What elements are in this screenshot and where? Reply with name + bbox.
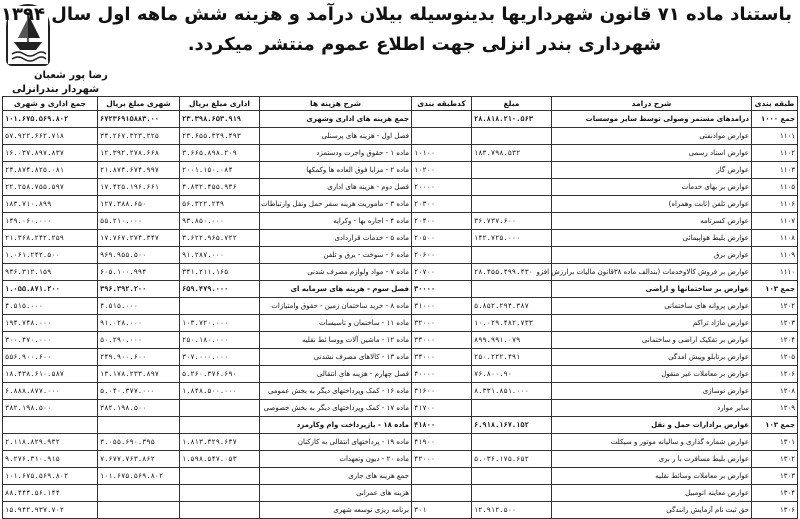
table-cell: ۱۶.۰۳۷.۸۹۷.۸۳۷ [3,145,98,162]
table-cell: ۶۷۲۳۶۹۱۵۸۸۳.۰۰ [98,111,180,128]
table-cell: ۲۵۰.۲۲۲.۴۹۱ [472,349,552,366]
table-cell: ۲.۱۱۸.۸۲۹.۹۳۲ [3,434,98,451]
table-cell: ۱.۸۴۸.۵۰۰.۰۰۰ [180,383,260,400]
table-cell [412,128,472,145]
table-cell [412,468,472,485]
table-cell: ۱۰۲۰۰ [412,162,472,179]
table-cell: عوارض برق [552,247,752,264]
table-cell: ۴۱۸۰۰ [412,417,472,434]
table-cell: ۱۱۱۰ [752,264,798,281]
table-cell: ۳۹۶.۳۹۲.۲۰۰ [98,281,180,298]
table-cell: ۲۲.۲۵۸.۷۵۵.۵۹۷ [3,179,98,196]
table-cell: ۱۳۰۶ [752,502,798,519]
table-row [3,451,798,468]
table-cell: ۲۰۴۰۰ [412,213,472,230]
table-cell [472,468,552,485]
document-title-line-2: شهرداری بندر انزلی جهت اطلاع عموم منتشر میکردد. [187,34,662,55]
table-cell: فصل سوم - هزینه های سرمایه ای [260,281,412,298]
table-cell: ۲۵۰.۱۸۰.۰۰۰ [180,332,260,349]
table-cell: ۵۵۶.۹۰۰.۶۰۰ [3,349,98,366]
table-cell: ۲۰۷۰۰ [412,264,472,281]
table-cell: ۳۸۲.۱۹۸.۵۰۰ [98,400,180,417]
table-cell: ۸۸.۴۴۴.۵۶.۱۴۴ [3,485,98,502]
table-cell: ۳۰۷.۰۰۰.۰۰۰ [180,349,260,366]
table-cell [180,502,260,519]
table-cell: ماده ۶ - سوخت - برق و تلفن [260,247,412,264]
table-cell [472,281,552,298]
table-cell: ۸.۳۳۱.۸۵۱.۰۰۰ [472,383,552,400]
table-cell: ۱۴۲.۷۲۵.۰۰۰ [472,230,552,247]
table-cell [472,434,552,451]
table-cell: ۲۰۵۰۰ [412,230,472,247]
table-cell: ۳۸۲.۱۹۸.۵۰۰ [3,400,98,417]
table-cell [180,468,260,485]
table-cell: ۹۱.۲۸۷.۰۰۰ [180,247,260,264]
table-cell: ۶۵۹.۴۷۹.۰۰۰ [180,281,260,298]
table-cell: ماده ۱ - حقوق واجرت ودستمزد [260,145,412,162]
table-cell: عوارض شماره گذاری و سالیانه موتور و سیکلت [552,434,752,451]
table-cell: ۳۶.۷۳۷.۶۰۰ [472,213,552,230]
table-cell: ماده ۷ - مواد ولوازم مصرف شدنی [260,264,412,281]
table-cell: ۱۴۹.۰۶۰.۰۰۰ [3,213,98,230]
table-row [3,485,798,502]
table-cell: ۳.۶۶۵.۸۹۸.۲۰۹ [180,145,260,162]
table-cell: ۱۲۰۹ [752,400,798,417]
table-cell: ماده ۱۱ - ساختمان و تاسیسات [260,315,412,332]
table-cell: ماده ۵ - خدمات قراردادی [260,230,412,247]
column-header: اداری مبلغ بریال [180,97,260,111]
table-row [3,366,798,383]
column-header: شرح درامد [552,97,752,111]
table-cell [472,485,552,502]
table-cell: ۱۷.۴۲۵.۱۹۶.۶۶۱ [98,179,180,196]
table-cell: عوارض بر بهای خدمات [552,179,752,196]
table-cell: ۲۸.۸۱۸.۲۱۰.۵۶۳ [472,111,552,128]
table-cell: ماده ۱۸ - بازپرداخت وام وکارمزد [260,417,412,434]
table-cell: ۵۰.۲۹۰.۰۰۰ [98,332,180,349]
table-cell [98,417,180,434]
table-cell: ۱۳.۱۷۸.۲۳۳.۸۹۷ [98,366,180,383]
table-cell: ۲۳.۶۵۵.۳۲۹.۴۹۳ [180,128,260,145]
table-cell: ۴.۸۳۲.۴۵۵.۹۳۶ [180,179,260,196]
table-cell: عوارض موادنفتی [552,128,752,145]
table-row [3,264,798,281]
table-cell: ۱۲۰۶ [752,366,798,383]
table-row [3,332,798,349]
table-cell: برنامه ریزی توسعه شهری [260,502,412,519]
column-header: طبقه بندی [752,97,798,111]
table-cell [472,196,552,213]
table-cell: ۱۸۳.۷۱۰.۸۹۹ [3,196,98,213]
table-cell: ۱۸.۴۳۸.۶۱۰.۵۸۷ [3,366,98,383]
table-cell: ۷۶.۸۰۰.۹۰ [472,366,552,383]
table-cell: ماده ۱۶ - کمک وپرداختهای دیگر به بخش عمومی [260,383,412,400]
table-row [3,281,798,298]
table-row [3,128,798,145]
column-header: مبلغ [472,97,552,111]
table-cell [98,502,180,519]
table-cell: ۳۴.۲۶۷.۳۲۳.۲۲۵ [98,128,180,145]
table-row [3,298,798,315]
table-cell: ۹۶۹.۹۵۵.۵۰۰ [98,247,180,264]
table-cell: عوارض پروانه های ساختمانی [552,298,752,315]
table-cell: ۱۲۷.۳۸۸.۶۵۰ [98,196,180,213]
table-cell: عوارض بر فروش کالاوخدمات (بندالف ماده ۳۸قانون مالیات برارزش افزو [552,264,752,281]
table-cell [412,111,472,128]
table-row [3,111,798,128]
table-cell: ماده ۱۷ - کمک وپرداختهای دیگر به بخش خصوصی [260,400,412,417]
budget-table [2,96,798,519]
table-cell: فصل اول - هزینه های پرسنلی [260,128,412,145]
table-cell: ماده ۲ - مزایا فوق العاده ها وکمکها [260,162,412,179]
table-cell: ۱۸۳.۷۹۸.۵۳۲ [472,145,552,162]
table-cell: درامدهای مستمر وصولی توسط سایر موسسات [552,111,752,128]
table-cell: عوارض بلیط هواپیمائی [552,230,752,247]
table-row [3,179,798,196]
table-row [3,400,798,417]
table-cell: ۱۰۱.۶۷۵.۵۶۹.۸۰۲ [98,468,180,485]
table-row [3,247,798,264]
table-cell: ۳۴۱.۲۱۱.۱۶۵ [180,264,260,281]
table-cell: ۱۰۱.۶۷۵.۵۶۹.۸۰۲ [3,111,98,128]
table-cell: ۱۳۰۴ [752,485,798,502]
table-cell: ۷.۶۷۷.۷۶۳.۸۶۲ [98,451,180,468]
table-cell [180,298,260,315]
table-cell: ۵۶.۳۲۲.۲۴۹ [180,196,260,213]
table-cell: ۴.۵۱۵.۰۰۰ [98,298,180,315]
table-cell [3,417,98,434]
table-row [3,434,798,451]
table-cell: ماده ۱۹ - پرداختهای انتقالی به کارکنان [260,434,412,451]
table-cell [412,485,472,502]
table-cell: ۱۱۰۵ [752,179,798,196]
table-cell: ۱۰۳.۷۲۰.۰۰۰ [180,315,260,332]
table-cell: عوارض کسرتامه [552,213,752,230]
table-cell: عوارض بر ساختمانها و اراضی [552,281,752,298]
table-cell [472,247,552,264]
table-cell: ۱۲۰۴ [752,332,798,349]
table-cell: عوارض برتابلو وپیش امدگی [552,349,752,366]
table-cell: ۹۴۶.۳۱۲.۱۵۹ [3,264,98,281]
table-cell: جمع ۱۰۳ [752,281,798,298]
table-row [3,162,798,179]
table-cell: ماده ۱۲ - ماشین آلات ووسا ئط نقلیه [260,332,412,349]
table-cell: ۱۳۰۳ [752,468,798,485]
table-cell: ۲۱.۸۷۴.۶۷۴.۹۹۷ [98,162,180,179]
table-row [3,213,798,230]
table-cell: ۳.۰۵۵.۶۹۰.۳۹۵ [98,434,180,451]
table-cell: ۲۱.۳۶۸.۲۴۲.۲۵۹ [3,230,98,247]
table-cell: حق ثبت نام آزمایش رانندگی [552,502,752,519]
table-cell: ۱۱۰۳ [752,162,798,179]
table-cell [98,485,180,502]
table-cell: جمع هزینه های اداری وشهری [260,111,412,128]
column-header: کدطبقه بندی [412,97,472,111]
table-cell: ۵۷.۹۲۲.۶۶۲.۷۱۸ [3,128,98,145]
column-header: شهری مبلغ بریال [98,97,180,111]
table-cell: ۱۰۱۰۰ [412,145,472,162]
table-cell [472,162,552,179]
table-header-row [3,97,798,111]
table-cell: ۳۰۰۰۰ [412,281,472,298]
table-cell: عوارض برادارات حمل و نقل [552,417,752,434]
table-cell: ۱۲۰۲ [752,298,798,315]
table-cell: ۲۰۰۱.۱۵۰.۰۸۴ [180,162,260,179]
table-cell: فصل چهارم - هزینه های انتقالی [260,366,412,383]
table-cell: ۵۵.۲۱۰.۰۰۰ [98,213,180,230]
table-cell: عوارض نوسازی [552,383,752,400]
table-cell: ۱.۸۱۳.۳۲۹.۶۳۷ [180,434,260,451]
table-cell: ۱۱۰۹ [752,247,798,264]
table-cell: ماده ۸ - خرید ساختمان زمین - حقوق وامتیازات [260,298,412,315]
table-cell: ۱۰.۰۲۹.۴۸۲.۷۳۳ [472,315,552,332]
table-cell: ۶.۹۱۸.۱۶۷.۱۵۲ [472,417,552,434]
table-row [3,468,798,485]
table-cell: ۱۲۰۵ [752,349,798,366]
table-cell: عوارض تلفن (ثابت وهمراه) [552,196,752,213]
table-cell: ۱۳۰۲ [752,451,798,468]
table-cell: سایر موارد [552,400,752,417]
table-cell: ۱۳۰۱ [752,434,798,451]
table-cell: عوارض بلیط مسافرت با ر بری [552,451,752,468]
table-cell: ۱.۰۶۱.۲۴۲.۵۰۰ [3,247,98,264]
table-cell: ۱.۵۹۸.۵۴۷.۰۵۳ [180,451,260,468]
table-cell: ۸۹۹.۹۹۱.۰۷۹ [472,332,552,349]
table-cell: ۱۲.۹۱۲.۵۰۰ [472,502,552,519]
table-cell: ۱۱۰۸ [752,230,798,247]
table-cell: ۹۱.۰۲۸.۰۰۰ [98,315,180,332]
table-cell: ۱۹۴.۷۴۸.۰۰۰ [3,315,98,332]
table-cell: ۴۱۶۰۰ [412,383,472,400]
table-cell: عوارض ماژاد تراکم [552,315,752,332]
table-cell: ۲۳.۳۹۸.۶۵۳.۹۱۹ [180,111,260,128]
table-cell [472,128,552,145]
table-cell: ۳۴۰۰۰ [412,349,472,366]
table-cell: ۴.۵۱۵.۰۰۰ [3,298,98,315]
table-cell: ۴۲۰۰۰ [412,451,472,468]
table-cell [180,417,260,434]
table-cell: ۴۱۹۰۰ [412,434,472,451]
table-cell: ۱۱۰۷ [752,213,798,230]
table-cell: ۱۰۱.۶۷۵.۵۶۹.۸۰۲ [3,468,98,485]
signatory-name: رضا پور شعبان [34,70,108,81]
table-cell: جمع ۱۰۳ [752,417,798,434]
table-cell: جمع هزینه های جاری [260,468,412,485]
table-cell: ماده ۴ - اجاره بها - وکرایه [260,213,412,230]
column-header: شرح هزینه ها [260,97,412,111]
table-cell: ۳۰۱ [412,502,472,519]
table-cell: ۲۰۶۰۰ [412,247,472,264]
table-cell: ۵.۲۶۰.۳۷۶.۶۹۰ [180,366,260,383]
table-cell: ۲۸.۴۵۵.۴۹۹.۴۳۰ [472,264,552,281]
table-row [3,417,798,434]
table-cell: ۳۱۰۰۰ [412,298,472,315]
document-title-line-1: باستناد ماده ۷۱ قانون شهرداریها بدینوسیله بیلان درآمد و هزینه شش ماهه اول سال ۱۳۹۴ [1,4,792,25]
table-row [3,349,798,366]
table-cell: عوارض گاز [552,162,752,179]
table-cell: ۴۱۷۰۰ [412,400,472,417]
table-row [3,230,798,247]
table-cell: ۱.۰۵۵.۸۷۱.۲۰۰ [3,281,98,298]
table-cell [472,179,552,196]
table-row [3,383,798,400]
table-cell: جمع ۱۰۰۰ [752,111,798,128]
table-cell: ۲۴۹.۹۰۰.۶۰۰ [98,349,180,366]
table-cell: ۲۰۰۰۰ [412,179,472,196]
table-cell: ۹.۲۷۶.۳۱۰.۹۱۵ [3,451,98,468]
table-cell: ۹۳.۸۵۰.۰۰۰ [180,213,260,230]
table-cell: ۵.۸۵۲.۲۹۴.۳۸۷ [472,298,552,315]
table-cell [472,400,552,417]
table-cell: ۱۲۰۳ [752,315,798,332]
table-cell: ۱۷.۷۶۷.۲۷۴.۳۴۷ [98,230,180,247]
table-cell: ۵.۰۳۶.۱۷۵.۶۵۲ [472,451,552,468]
table-cell: ۳۳۰۰۰ [412,332,472,349]
table-cell [180,400,260,417]
table-cell: ۱۱۰۶ [752,196,798,213]
table-cell: عوارض بر معاملات وسائط نقلیه [552,468,752,485]
table-cell: ماده ۱۳ - کالاهای مصرف نشدنی [260,349,412,366]
table-cell: ۱۱۰۱ [752,128,798,145]
table-cell: ۳۲۰۰۰ [412,315,472,332]
table-row [3,315,798,332]
table-cell: ۳۰۰.۴۷۰.۰۰۰ [3,332,98,349]
table-cell: عوارض معاینه اتومبیل [552,485,752,502]
table-cell: ۴۰۰۰۰ [412,366,472,383]
table-cell: ۱۱۰۲ [752,145,798,162]
column-header: جمع اداری و شهری [3,97,98,111]
table-row [3,502,798,519]
table-cell: عوارض بر معاملات غیر منقول [552,366,752,383]
table-cell [180,485,260,502]
table-cell: ماده ۳ - ماموریت هزینه سفر حمل ونقل وارتباطات [260,196,412,213]
table-cell: ۱۲.۳۹۲.۲۷۸.۶۶۸ [98,145,180,162]
table-cell: ۶۰۵.۱۰۰.۹۹۴ [98,264,180,281]
table-cell: ماده ۲۰ - دیون وتعهدات [260,451,412,468]
signatory-role: شهردار بندرانزلی [12,84,100,95]
table-cell: ۱۲۰۸ [752,383,798,400]
table-row [3,145,798,162]
table-row [3,196,798,213]
table-cell: ۵.۰۴۰.۳۷۷.۰۰۰ [98,383,180,400]
table-cell: ۲۰۳۰۰ [412,196,472,213]
table-cell: ۱۵.۹۴۲.۹۳۷.۷۰۲ [3,502,98,519]
table-cell: فصل دوم - هزینه های اداری [260,179,412,196]
table-cell: ۶.۸۸۸.۸۷۷.۰۰۰ [3,383,98,400]
table-cell: عوارض بر تفکیک اراضی و ساختمانی [552,332,752,349]
table-cell: هزینه های عمرانی [260,485,412,502]
table-cell: ۲۴.۸۷۴.۸۲۵.۰۸۱ [3,162,98,179]
table-cell: عوارض اسناد رسمی [552,145,752,162]
table-cell: ۳.۶۲۲.۹۶۵.۷۲۲ [180,230,260,247]
